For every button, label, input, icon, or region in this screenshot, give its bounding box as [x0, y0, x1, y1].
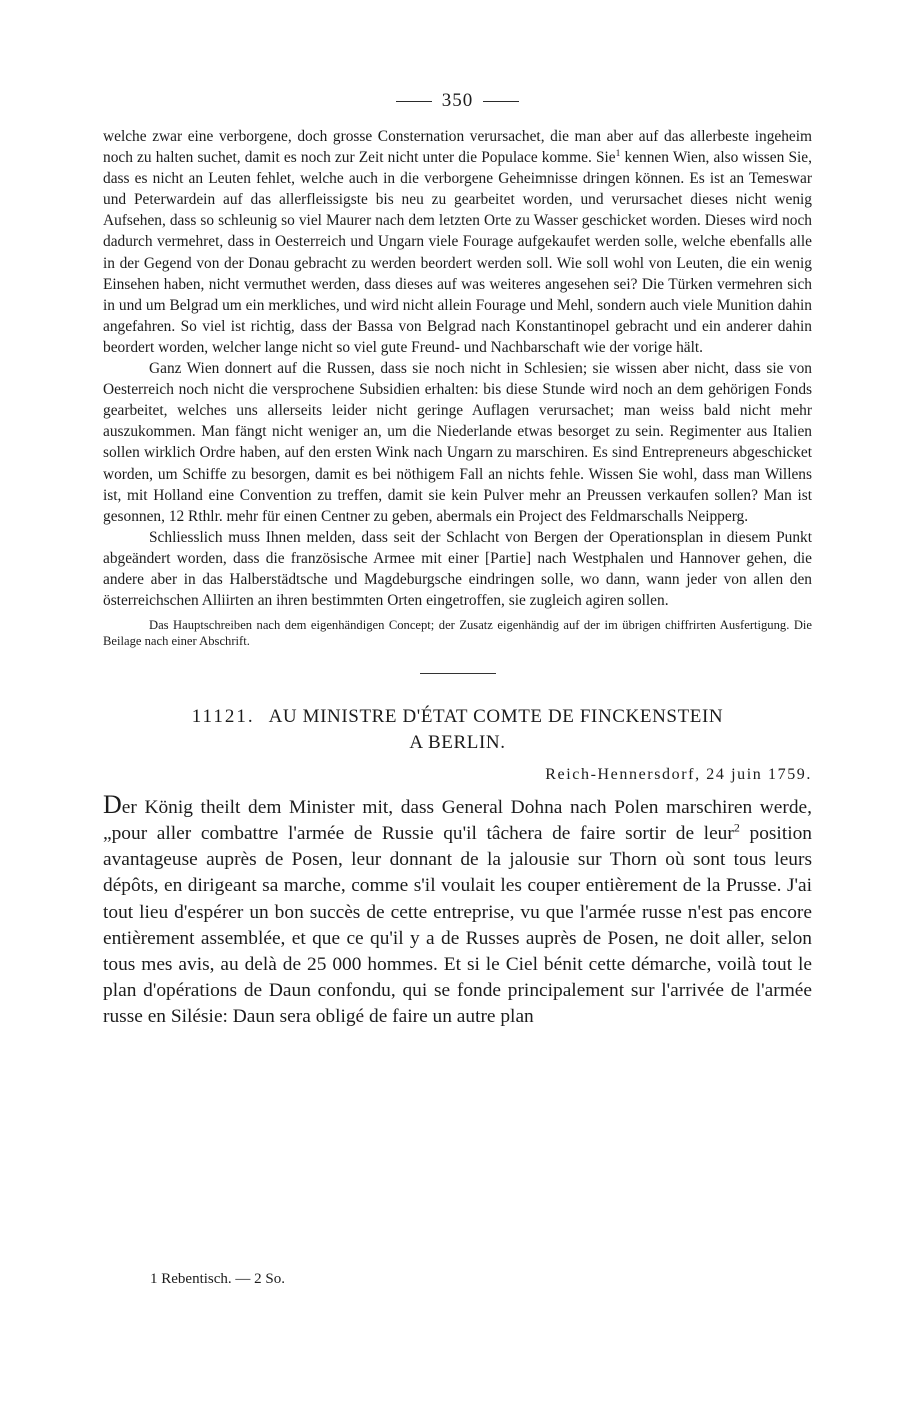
sie-word: Sie	[595, 149, 616, 167]
letter-text-part-1: er König theilt dem Minister mit, dass General Dohna nach Polen marschiren werde, „pour aller combattre l'armée de Russie qu'il tâchera de faire sortir de leur	[103, 797, 812, 845]
drop-cap: D	[103, 790, 122, 820]
heading-line-2: A BERLIN.	[409, 732, 506, 754]
page-number-line	[103, 86, 812, 116]
letter-text-part-2: position avantageuse auprès de Posen, leur donnant de la jalousie sur Thorn où sont tous leurs dépôts, en dirigeant sa marche, comme s'il voulait les couper entièrement de la Prusse. J'ai tout lieu d'espérer un bon succès de cette entreprise, vu que l'armée russe n'est pas encore entièrement assemblée, et que ce qu'il y a de Russes auprès de Posen, ne doit aller, selon tous mes avis, au delà de 25 000 hommes. Et si le Ciel bénit cette démarche, voilà tout le plan d'opérations de Daun confondu, qui se fonde principalement sur l'arrivée de l'armée russe en Silésie: Daun sera obligé de faire un autre plan	[103, 823, 812, 1027]
right-dash	[483, 101, 519, 102]
letter-heading	[103, 704, 812, 756]
paragraph-1-part-b: kennen Wien, also wissen Sie, dass es nicht an Leuten fehlet, welche auch in die verborgene Geheimnisse dringen können. Es ist an Temeswar und Peterwardein auf das allerfleissigste bis neu zu gearbeitet worden, und verursachet dieses nicht wenig Aufsehen, dass so schleunig so viel Maurer nach dem letzten Orte zu Wasser geschicket worden. Dieses wird noch dadurch vermehret, dass in Oesterreich und Ungarn viele Fourage aufgekaufet werden solle, welche ebenfalls alle in der Gegend von der Donau gebracht zu werden beordert werden soll. Wie soll wohl von Leuten, die ein wenig Einsehen haben, nicht vermuthet werden, dass dieses auf was weiteres angesehen sei? Die Türken vermehren sich in und um Belgrad um ein merkliches, und wird nicht allein Fourage und Mehl, sondern auch viele Munition dahin angefahren. So viel ist richtig, dass der Bassa von Belgrad nach Konstantinopel gebracht und ein anderer dahin beordert worden, welcher lange nicht so viel gute Freund- und Nachbarschaft wie der vorige hält.	[103, 149, 812, 356]
dateline: Reich-Hennersdorf, 24 juin 1759.	[545, 766, 812, 784]
paragraph-2: Ganz Wien donnert auf die Russen, dass sie noch nicht in Schlesien; sie wissen aber nicht, dass sie von Oesterreich noch nicht die versprochene Subsidien erhalten: bis diese Stunde wird noch an dem gehörigen Fonds gearbeitet, welches uns allerseits leider nicht geringe Auflagen verursachet; man weiss bald nicht mehr auszukommen. Man fängt nicht weniger an, um die Niederlande etwas besorget zu sein. Regimenter aus Italien sollen wirklich Ordre haben, auf den ersten Wink nach Ungarn zu marschiren. Es sind Entrepreneurs abgeschicket worden, um Schiffe zu besorgen, damit es bei nöthigem Fall an nichts fehle. Wissen Sie wohl, dass man Willens ist, mit Holland eine Convention zu treffen, damit sie kein Pulver mehr an Preussen verkaufen sollen? Man ist gesonnen, 12 Rthlr. mehr für einen Centner zu geben, abermals ein Project des Feldmarschalls Neipperg.	[103, 360, 812, 525]
letter-number: 11121.	[191, 706, 255, 728]
paragraph-1	[103, 126, 812, 358]
heading-addressee: AU MINISTRE D'ÉTAT COMTE DE FINCKENSTEIN	[268, 706, 724, 728]
letter-paragraph	[103, 792, 812, 1030]
footnote-1-mark: 1	[615, 147, 621, 159]
page-number: 350	[441, 90, 474, 111]
left-dash	[396, 101, 432, 102]
paragraph-3: Schliesslich muss Ihnen melden, dass seit der Schlacht von Bergen der Operationsplan in diesem Punkt abgeändert worden, dass die französische Armee mit einer [Partie] nach Westphalen und Hannover gehen, die andere aber in das Halberstädtsche und Magdeburgsche eindringen solle, wo dann, wann jeder von allen den österreichschen Alliirten an ihren bestimmten Orten eingetroffen, sie zugleich agiren sollen.	[103, 528, 812, 610]
heading-line-1	[103, 704, 812, 730]
page-body	[103, 86, 812, 1030]
footnotes: 1 Rebentisch. — 2 So.	[150, 1271, 285, 1287]
section-separator	[420, 673, 496, 674]
editorial-note: Das Hauptschreiben nach dem eigenhändigen Concept; der Zusatz eigenhändig auf der im übrigen chiffrirten Ausfertigung. Die Beilage nach einer Abschrift.	[103, 618, 812, 649]
paragraph-1-part-a: welche zwar eine verborgene, doch grosse Consternation verursachet, die man aber auf das allerbeste ingeheim noch zu halten suchet, damit es noch zur Zeit nicht unter die Populace komme.	[103, 128, 812, 167]
footnote-2-mark: 2	[733, 820, 740, 835]
